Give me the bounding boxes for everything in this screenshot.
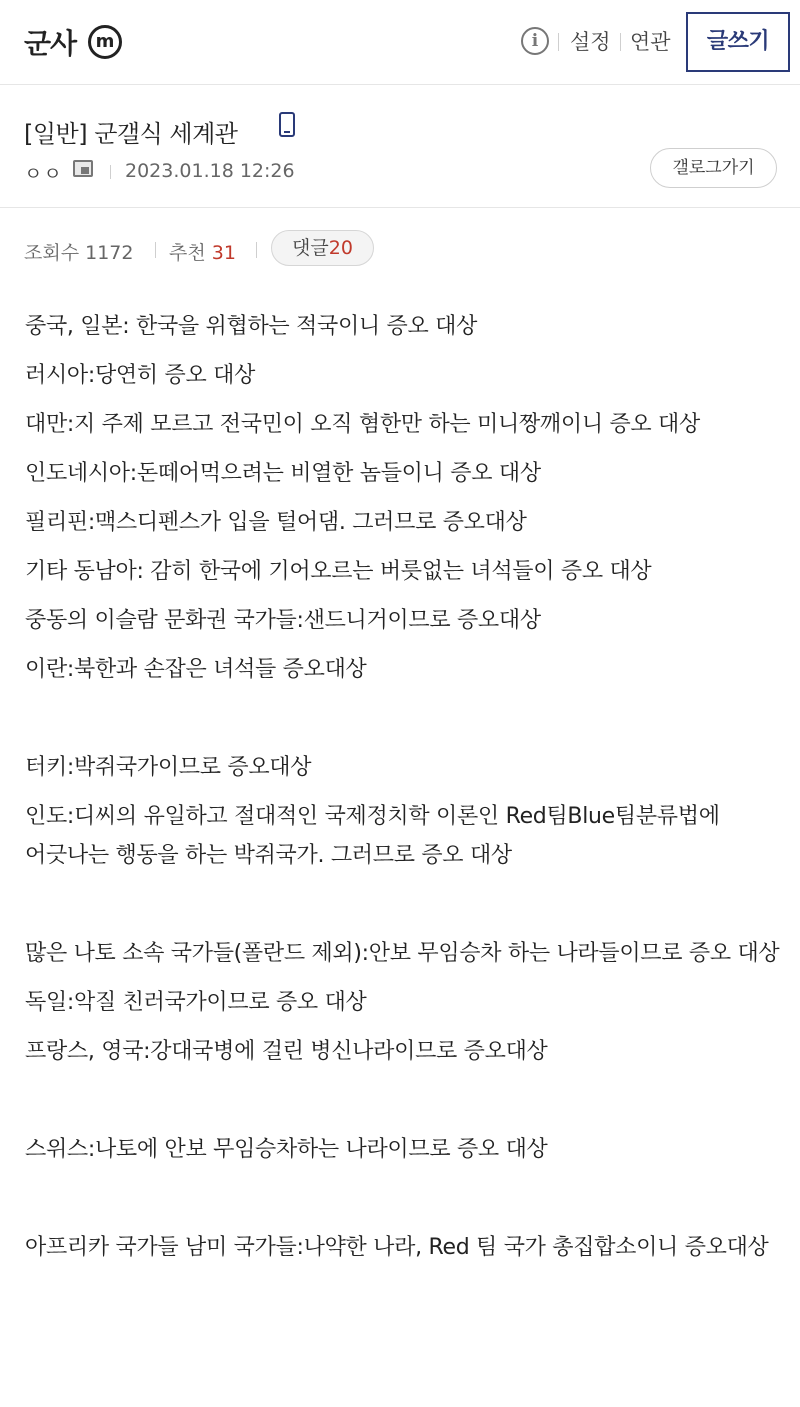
post-line: 많은 나토 소속 국가들(폴란드 제외):안보 무임승차 하는 나라들이므로 증오 대상 — [25, 941, 780, 966]
post-line: 이란:북한과 손잡은 녀석들 증오대상 — [25, 657, 367, 682]
post-header — [0, 86, 800, 208]
minor-gallery-badge: m — [88, 25, 122, 59]
post-body — [25, 302, 785, 1272]
blank-line — [25, 1076, 785, 1125]
post-author[interactable]: ㅇㅇ — [24, 163, 63, 185]
divider — [256, 242, 257, 258]
post-line: 중동의 이슬람 문화권 국가들:샌드니거이므로 증오대상 — [25, 608, 541, 633]
blank-line — [25, 1174, 785, 1223]
write-button[interactable]: 글쓰기 — [686, 12, 790, 72]
settings-link[interactable]: 설정 — [570, 30, 611, 54]
post-line: 프랑스, 영국:강대국병에 걸린 병신나라이므로 증오대상 — [25, 1039, 548, 1064]
view-count: 조회수 1172 — [24, 242, 134, 264]
post-line: 필리핀:맥스디펜스가 입을 털어댐. 그러므로 증오대상 — [25, 510, 527, 535]
mobile-icon — [279, 112, 295, 137]
related-link[interactable]: 연관 — [630, 30, 671, 54]
post-line: 인도네시아:돈떼어먹으려는 비열한 놈들이니 증오 대상 — [25, 461, 541, 486]
info-icon[interactable]: i — [521, 27, 549, 55]
fixed-nick-icon — [73, 160, 93, 177]
recommend-count: 추천 31 — [169, 242, 236, 264]
divider — [110, 165, 111, 179]
post-line: 대만:지 주제 모르고 전국민이 오직 혐한만 하는 미니짱깨이니 증오 대상 — [25, 412, 700, 437]
post-title: [일반] 군갤식 세계관 — [24, 120, 238, 148]
divider — [558, 33, 559, 51]
gallery-title[interactable]: 군사 — [24, 27, 77, 60]
post-line: 러시아:당연히 증오 대상 — [25, 363, 256, 388]
post-line: 아프리카 국가들 남미 국가들:나약한 나라, Red 팀 국가 총집합소이니 증오대상 — [25, 1235, 769, 1260]
post-date: 2023.01.18 12:26 — [125, 160, 295, 182]
blank-line — [25, 880, 785, 929]
post-line: 스위스:나토에 안보 무임승차하는 나라이므로 증오 대상 — [25, 1137, 548, 1162]
top-bar — [0, 0, 800, 85]
post-line: 기타 동남아: 감히 한국에 기어오르는 버릇없는 녀석들이 증오 대상 — [25, 559, 652, 584]
divider — [155, 242, 156, 258]
post-line: 중국, 일본: 한국을 위협하는 적국이니 증오 대상 — [25, 314, 478, 339]
post-line: 인도:디씨의 유일하고 절대적인 국제정치학 이론인 Red팀Blue팀분류법에 어긋나는 행동을 하는 박쥐국가. 그러므로 증오 대상 — [25, 804, 720, 868]
divider — [620, 33, 621, 51]
post-stats — [0, 230, 800, 270]
gallog-button[interactable]: 갤로그가기 — [650, 148, 777, 188]
post-line: 독일:악질 친러국가이므로 증오 대상 — [25, 990, 367, 1015]
blank-line — [25, 694, 785, 743]
post-line: 터키:박쥐국가이므로 증오대상 — [25, 755, 312, 780]
comment-count-button[interactable]: 댓글20 — [271, 230, 374, 266]
